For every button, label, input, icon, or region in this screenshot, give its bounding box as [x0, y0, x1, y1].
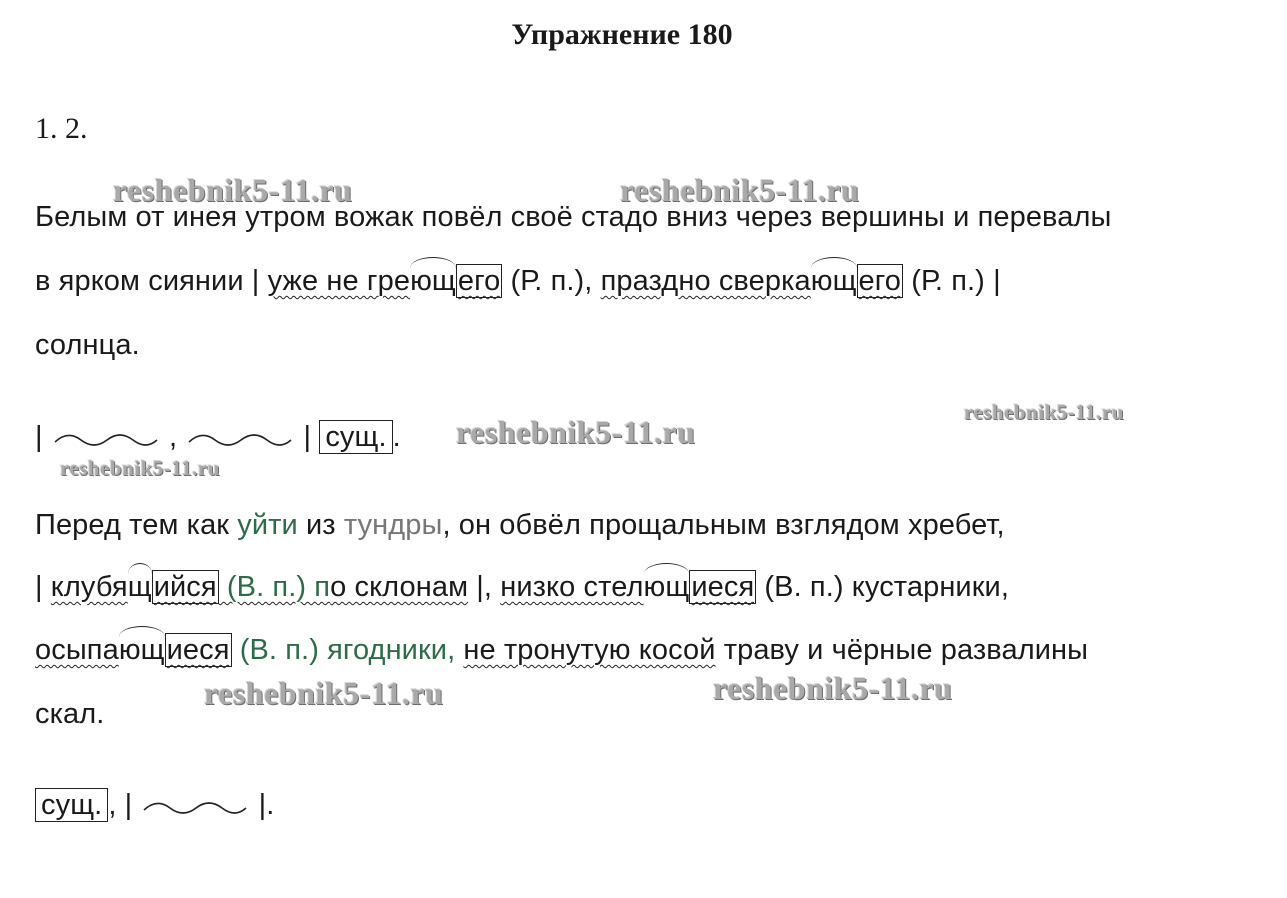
participle-stem: праздно сверка — [600, 265, 811, 297]
participle-phrase — [51, 571, 468, 603]
suffix-mark: щ — [127, 571, 152, 603]
case-note: (В. п.) кустарники, — [756, 571, 1009, 603]
text: тундры — [343, 509, 443, 541]
suffix-mark: ющ — [810, 265, 857, 297]
noun-box: сущ. — [35, 788, 108, 822]
ending-box: его — [858, 265, 902, 297]
scheme-1 — [35, 420, 401, 454]
watermark: reshebnik5-11.ru — [204, 675, 444, 711]
ending-box: ийся — [153, 571, 217, 603]
text: в ярком сиянии | — [35, 265, 268, 297]
suffix-mark: ющ — [118, 634, 165, 666]
participle-stem: осыпа — [35, 634, 119, 666]
sentence-1-line-2 — [35, 264, 1001, 298]
participle-phrase: не тронутую косой — [463, 634, 716, 666]
participle-stem: уже не гре — [267, 265, 411, 297]
case-note: (Р. п.) | — [903, 265, 1001, 297]
scheme-2 — [35, 788, 274, 822]
text: из — [297, 509, 344, 541]
wavy-line-icon — [140, 796, 250, 816]
case-note: (Р. п.), — [502, 265, 601, 297]
watermark: reshebnik5-11.ru — [964, 400, 1124, 424]
suffix-mark: ющ — [410, 265, 456, 297]
ending-box: его — [457, 265, 501, 297]
sentence-1-line-1: Белым от инея утром вожак повёл своё стадо вниз через вершины и перевалы — [35, 201, 1112, 233]
participle-stem: клубя — [50, 571, 128, 603]
sentence-1-line-3: солнца. — [35, 329, 140, 361]
participle-stem: низко стел — [500, 571, 644, 603]
sentence-2-line-3 — [35, 633, 1088, 667]
case-note: (В. п.) п — [218, 571, 331, 603]
scheme-sep: , | — [108, 789, 133, 821]
watermark: reshebnik5-11.ru — [713, 670, 953, 706]
page-title: Упражнение 180 — [511, 18, 733, 51]
sentence-2-line-1 — [35, 508, 1005, 542]
phrase-bar: |, — [468, 571, 501, 603]
participle-phrase — [268, 265, 503, 297]
participle-phrase — [601, 265, 903, 297]
scheme-end: . — [392, 421, 401, 453]
scheme-end: |. — [258, 789, 275, 821]
ending-box: иеся — [691, 571, 755, 603]
wavy-line-icon — [51, 428, 161, 448]
sentence-2-line-4: скал. — [35, 698, 105, 730]
scheme-bar: | — [303, 421, 312, 453]
watermark: reshebnik5-11.ru — [456, 414, 696, 450]
phrase-bar: | — [35, 571, 51, 603]
participle-tail: о склонам — [330, 571, 469, 603]
text: траву и чёрные развалины — [715, 634, 1089, 666]
watermark: reshebnik5-11.ru — [113, 172, 353, 208]
text: Перед тем как — [35, 509, 238, 541]
participle-phrase — [35, 634, 232, 666]
noun-box: сущ. — [319, 420, 392, 454]
watermark: reshebnik5-11.ru — [60, 456, 220, 480]
wavy-line-icon — [185, 428, 295, 448]
task-number: 1. 2. — [35, 112, 88, 145]
suffix-mark: ющ — [643, 571, 690, 603]
sentence-2-line-2 — [35, 570, 1009, 604]
ending-box: иеся — [166, 634, 230, 666]
text: уйти — [237, 509, 298, 541]
participle-phrase — [500, 571, 756, 603]
text: , он обвёл прощальным взглядом хребет, — [442, 509, 1005, 541]
case-note: (В. п.) ягодники, — [231, 634, 464, 666]
scheme-comma: , — [168, 421, 178, 453]
watermark: reshebnik5-11.ru — [620, 172, 860, 208]
scheme-bar: | — [35, 421, 43, 453]
